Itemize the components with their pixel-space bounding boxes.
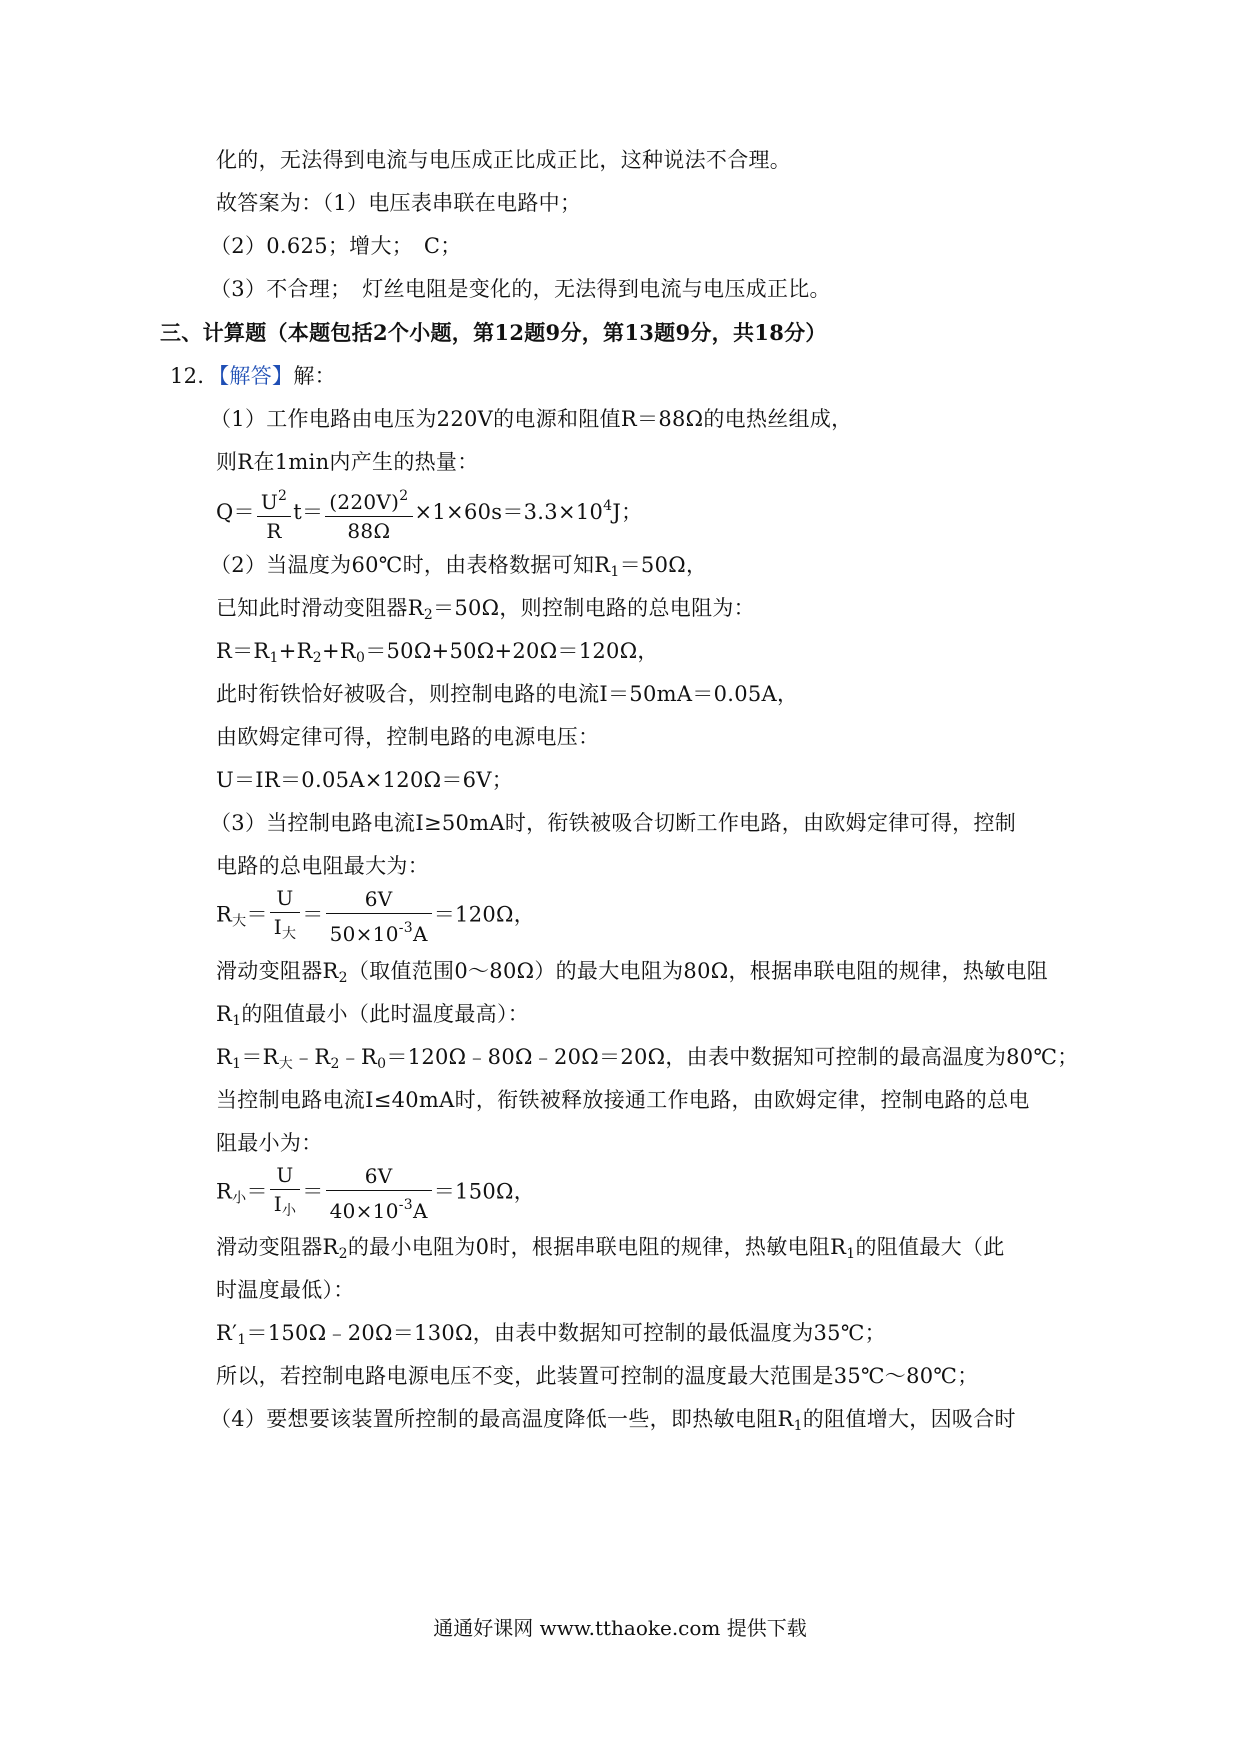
text: R′ <box>216 1321 238 1345</box>
question-number: 12． <box>170 364 219 388</box>
text: ﹣R <box>339 1045 378 1069</box>
text: 解： <box>293 364 336 388</box>
text-line <box>216 852 429 880</box>
text: 故答案为：（1）电压表串联在电路中； <box>216 191 582 215</box>
equation-r-max <box>216 886 535 946</box>
numerator: (220V) <box>329 490 400 514</box>
eq-text: ＝ <box>246 902 268 927</box>
subscript: 1 <box>237 1332 247 1348</box>
numerator: U <box>270 886 301 913</box>
answer-tag: 【解答】 <box>218 364 294 388</box>
text: （2）0.625；增大； C； <box>210 234 462 258</box>
text: （4）要想要该装置所控制的最高温度降低一些，即热敏电阻R <box>210 1407 794 1431</box>
text-line <box>216 1000 529 1035</box>
page-footer <box>0 1612 1240 1641</box>
text-line <box>216 1233 1005 1268</box>
subscript: 1 <box>232 1013 242 1029</box>
subscript: 0 <box>377 1056 387 1072</box>
superscript: 2 <box>399 488 409 504</box>
eq-text: ＝ <box>246 1179 268 1204</box>
question-header <box>170 362 336 390</box>
text-line <box>210 275 831 303</box>
text: 所以，若控制电路电源电压不变，此装置可控制的温度最大范围是35℃～80℃； <box>216 1364 979 1388</box>
text: +R <box>278 639 313 663</box>
denominator: A <box>412 921 428 946</box>
eq-text: R <box>216 1179 233 1204</box>
text-line <box>216 723 599 751</box>
subscript: 0 <box>356 650 366 666</box>
eq-text: t＝ <box>293 500 324 524</box>
fraction-6v-50ma <box>326 887 432 946</box>
text-line <box>216 1319 886 1354</box>
subscript: 2 <box>423 607 434 623</box>
subscript: 2 <box>312 650 322 666</box>
text: ＝120Ω﹣80Ω﹣20Ω＝20Ω，由表中数据知可控制的最高温度为80℃； <box>386 1045 1079 1069</box>
text: R <box>216 1002 233 1026</box>
subscript: 2 <box>330 1056 340 1072</box>
text: 滑动变阻器R <box>216 959 339 983</box>
fraction-6v-40ma <box>326 1164 432 1223</box>
text: ＝150Ω﹣20Ω＝130Ω，由表中数据知可控制的最低温度为35℃； <box>246 1321 886 1345</box>
text: 已知此时滑动变阻器R <box>216 596 424 620</box>
denominator: R <box>266 519 282 543</box>
text: （3）不合理； 灯丝电阻是变化的，无法得到电流与电压成正比。 <box>210 277 831 301</box>
subscript: 2 <box>338 1246 348 1262</box>
numerator: 6V <box>326 887 432 914</box>
text-line <box>216 1043 1079 1078</box>
superscript: 4 <box>603 498 613 514</box>
footer-text: 通通好课网 www.tthaoke.com 提供下载 <box>433 1616 807 1640</box>
eq-text: ＝150Ω， <box>433 1179 536 1204</box>
denominator: 40×10 <box>329 1198 399 1223</box>
eq-text: ＝120Ω， <box>433 902 536 927</box>
text-line <box>216 1362 979 1390</box>
text-line <box>216 766 513 794</box>
numerator: U <box>260 490 278 514</box>
text-line <box>216 594 755 629</box>
text-line <box>210 405 852 433</box>
eq-text: ＝ <box>302 1179 324 1204</box>
text-line <box>210 232 462 260</box>
denominator: 88Ω <box>347 519 391 543</box>
eq-text: Q＝ <box>216 500 255 524</box>
fraction-u-imin <box>270 1163 301 1223</box>
text-line <box>216 1086 1030 1114</box>
text: （取值范围0～80Ω）的最大电阻为80Ω，根据串联电阻的规律，热敏电阻 <box>347 959 1048 983</box>
text: 当控制电路电流I≤40mA时，衔铁被释放接通工作电路，由欧姆定律，控制电路的总电 <box>216 1088 1030 1112</box>
section-heading <box>160 319 827 347</box>
eq-text: R <box>216 902 233 927</box>
subscript: 1 <box>793 1418 803 1434</box>
denominator: I <box>273 1192 282 1216</box>
text: 的阻值最小（此时温度最高）： <box>241 1002 530 1026</box>
text: 时温度最低）： <box>216 1278 355 1302</box>
superscript: 2 <box>277 488 288 504</box>
text: 由欧姆定律可得，控制电路的电源电压： <box>216 725 600 749</box>
superscript: -3 <box>398 919 413 936</box>
text: U＝IR＝0.05A×120Ω＝6V； <box>216 768 514 792</box>
text-line <box>210 809 1016 837</box>
text-line <box>216 448 479 476</box>
text: 化的，无法得到电流与电压成正比成正比，这种说法不合理。 <box>216 148 792 172</box>
equation-r-min <box>216 1163 535 1223</box>
text: 滑动变阻器R <box>216 1235 339 1259</box>
text: 电路的总电阻最大为： <box>216 854 429 878</box>
subscript: 小 <box>281 1203 297 1219</box>
subscript: 大 <box>232 913 247 930</box>
text-line <box>216 637 659 672</box>
subscript: 1 <box>610 564 620 580</box>
text: （3）当控制电路电流I≥50mA时，衔铁被吸合切断工作电路，由欧姆定律可得，控制 <box>210 811 1017 835</box>
superscript: -3 <box>398 1196 413 1213</box>
subscript: 小 <box>232 1190 247 1207</box>
subscript: 1 <box>232 1056 242 1072</box>
fraction-220v-88ohm <box>325 484 412 543</box>
text: R <box>216 1045 233 1069</box>
text: ＝50Ω，则控制电路的总电阻为： <box>433 596 755 620</box>
text-line <box>216 1129 323 1157</box>
text: ＝R <box>241 1045 279 1069</box>
numerator: 6V <box>326 1164 432 1191</box>
numerator: U <box>270 1163 301 1190</box>
text: 此时衔铁恰好被吸合，则控制电路的电流I＝50mA＝0.05A， <box>216 682 799 706</box>
text: 阻最小为： <box>216 1131 323 1155</box>
text-line <box>210 1405 1016 1440</box>
denominator: 50×10 <box>329 921 399 946</box>
denominator: I <box>273 915 282 939</box>
eq-text: ＝ <box>302 902 324 927</box>
subscript: 2 <box>338 970 348 986</box>
text: +R <box>321 639 356 663</box>
text-line <box>210 551 707 586</box>
heading-text: 三、计算题（本题包括2个小题，第12题9分，第13题9分，共18分） <box>160 320 827 345</box>
text: R＝R <box>216 639 270 663</box>
subscript: 大 <box>278 1056 294 1072</box>
subscript: 大 <box>281 926 297 942</box>
fraction-u-imax <box>270 886 301 946</box>
subscript: 1 <box>846 1246 856 1262</box>
eq-text: ×1×60s＝3.3×10 <box>414 500 604 524</box>
text: （2）当温度为60℃时，由表格数据可知R <box>210 553 611 577</box>
text-line <box>216 146 791 174</box>
text: ＝50Ω+50Ω+20Ω＝120Ω， <box>365 639 659 663</box>
text: ﹣R <box>293 1045 331 1069</box>
equation-heat <box>216 484 642 543</box>
text: 的阻值增大，因吸合时 <box>802 1407 1016 1431</box>
text-line <box>216 957 1048 992</box>
eq-text: J； <box>612 500 643 524</box>
text-line <box>216 1276 355 1304</box>
text: 则R在1min内产生的热量： <box>216 450 479 474</box>
text: 的阻值最大（此 <box>855 1235 1005 1259</box>
text: ＝50Ω， <box>619 553 708 577</box>
fraction-u2-r <box>257 484 291 543</box>
text-line <box>216 680 798 708</box>
text: 的最小电阻为0时，根据串联电阻的规律，热敏电阻R <box>347 1235 847 1259</box>
subscript: 1 <box>269 650 279 666</box>
denominator: A <box>412 1198 428 1223</box>
text: （1）工作电路由电压为220V的电源和阻值R＝88Ω的电热丝组成， <box>210 407 853 431</box>
text-line <box>216 189 581 217</box>
